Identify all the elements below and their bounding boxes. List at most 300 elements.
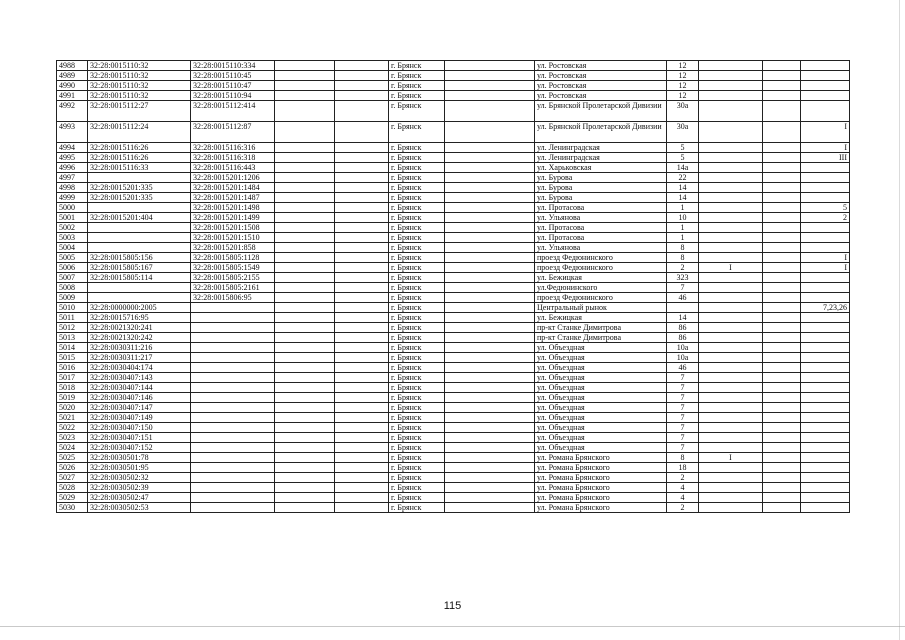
table-row	[57, 263, 850, 273]
table-cell: ул. Бурова	[535, 183, 667, 193]
table-cell: 14	[667, 313, 699, 323]
table-cell	[335, 443, 389, 453]
table-cell: 32:28:0015201:1487	[191, 193, 275, 203]
table-cell: 5	[801, 203, 850, 213]
table-cell	[801, 453, 850, 463]
table-cell: ул.Федюнинского	[535, 283, 667, 293]
table-cell	[445, 373, 535, 383]
table-cell: 7	[667, 283, 699, 293]
table-cell	[275, 453, 335, 463]
table-cell	[445, 383, 535, 393]
table-cell	[275, 343, 335, 353]
table-cell: 30а	[667, 122, 699, 143]
table-cell	[763, 91, 801, 101]
table-cell: г. Брянск	[389, 213, 445, 223]
table-cell	[699, 353, 763, 363]
table-cell	[445, 503, 535, 513]
table-cell	[335, 423, 389, 433]
table-cell	[801, 463, 850, 473]
table-cell	[699, 253, 763, 263]
table-cell: 5	[667, 143, 699, 153]
table-cell: 1	[667, 233, 699, 243]
table-cell: 2	[667, 473, 699, 483]
table-cell: 5005	[57, 253, 88, 263]
table-cell: 5004	[57, 243, 88, 253]
table-cell: ул. Романа Брянского	[535, 503, 667, 513]
table-cell	[699, 163, 763, 173]
table-cell	[699, 483, 763, 493]
table-cell	[699, 91, 763, 101]
table-cell: I	[801, 253, 850, 263]
table-cell: ул. Брянской Пролетарской Дивизии	[535, 101, 667, 122]
table-cell	[763, 333, 801, 343]
table-cell	[335, 503, 389, 513]
table-cell: 5009	[57, 293, 88, 303]
table-cell	[699, 183, 763, 193]
table-cell: ул. Протасова	[535, 203, 667, 213]
table-row	[57, 323, 850, 333]
table-cell	[699, 303, 763, 313]
table-cell	[763, 122, 801, 143]
table-cell	[88, 283, 191, 293]
table-cell: ул. Брянской Пролетарской Дивизии	[535, 122, 667, 143]
table-cell: ул. Ростовская	[535, 91, 667, 101]
table-cell: 7	[667, 393, 699, 403]
table-cell: г. Брянск	[389, 493, 445, 503]
table-cell: 46	[667, 363, 699, 373]
table-cell	[801, 443, 850, 453]
table-cell	[275, 353, 335, 363]
table-cell	[275, 463, 335, 473]
scan-edge-right	[899, 0, 900, 640]
table-cell: г. Брянск	[389, 193, 445, 203]
table-cell	[191, 333, 275, 343]
table-cell: 7,23,26	[801, 303, 850, 313]
page-number: 115	[443, 600, 462, 612]
table-cell	[191, 323, 275, 333]
table-cell: ул. Объездная	[535, 423, 667, 433]
table-cell: 4	[667, 493, 699, 503]
table-cell	[275, 473, 335, 483]
table-cell	[445, 323, 535, 333]
table-cell: 4	[667, 483, 699, 493]
table-cell	[191, 423, 275, 433]
table-cell	[275, 273, 335, 283]
table-cell	[763, 263, 801, 273]
table-cell	[445, 343, 535, 353]
table-cell: 32:28:0015805:2161	[191, 283, 275, 293]
table-cell: г. Брянск	[389, 343, 445, 353]
table-cell: 32:28:0015110:94	[191, 91, 275, 101]
table-cell: 32:28:0030501:95	[88, 463, 191, 473]
table-cell	[335, 163, 389, 173]
table-cell: г. Брянск	[389, 122, 445, 143]
table-cell: 32:28:0021320:242	[88, 333, 191, 343]
table-cell	[801, 473, 850, 483]
table-cell: г. Брянск	[389, 433, 445, 443]
table-cell	[335, 61, 389, 71]
table-cell	[801, 101, 850, 122]
table-cell: 4993	[57, 122, 88, 143]
table-cell	[275, 233, 335, 243]
table-cell: 32:28:0030407:151	[88, 433, 191, 443]
table-cell: ул. Романа Брянского	[535, 453, 667, 463]
table-cell: 32:28:0015201:1510	[191, 233, 275, 243]
table-cell	[335, 333, 389, 343]
table-cell: 32:28:0030407:147	[88, 403, 191, 413]
table-cell: 32:28:0015112:27	[88, 101, 191, 122]
table-cell: г. Брянск	[389, 403, 445, 413]
table-cell: 32:28:0015201:1498	[191, 203, 275, 213]
table-row	[57, 453, 850, 463]
table-row	[57, 403, 850, 413]
table-cell: 32:28:0015805:2155	[191, 273, 275, 283]
table-cell: ул. Объездная	[535, 353, 667, 363]
table-cell	[445, 71, 535, 81]
table-cell: 32:28:0015805:167	[88, 263, 191, 273]
registry-table-body	[57, 61, 850, 513]
table-cell: 12	[667, 91, 699, 101]
table-cell: г. Брянск	[389, 473, 445, 483]
table-cell	[801, 71, 850, 81]
table-cell: 10а	[667, 353, 699, 363]
table-cell	[699, 101, 763, 122]
table-cell	[335, 463, 389, 473]
table-cell: проезд Федюнинского	[535, 263, 667, 273]
table-cell	[801, 343, 850, 353]
table-cell: г. Брянск	[389, 423, 445, 433]
table-cell: 32:28:0015110:47	[191, 81, 275, 91]
table-cell	[801, 393, 850, 403]
table-cell: ул. Ростовская	[535, 81, 667, 91]
table-cell: 12	[667, 81, 699, 91]
table-cell	[275, 91, 335, 101]
table-cell	[335, 383, 389, 393]
table-cell	[699, 153, 763, 163]
table-cell: г. Брянск	[389, 293, 445, 303]
table-cell	[801, 323, 850, 333]
table-cell: 32:28:0015806:95	[191, 293, 275, 303]
table-cell: 32:28:0015110:32	[88, 81, 191, 91]
table-cell	[275, 363, 335, 373]
table-cell: 32:28:0015110:32	[88, 61, 191, 71]
table-cell	[763, 101, 801, 122]
table-row	[57, 353, 850, 363]
table-cell	[763, 433, 801, 443]
table-cell	[801, 353, 850, 363]
table-cell: 5012	[57, 323, 88, 333]
table-cell: проезд Федюнинского	[535, 253, 667, 263]
table-cell	[275, 61, 335, 71]
table-row	[57, 243, 850, 253]
table-cell: 32:28:0015805:114	[88, 273, 191, 283]
table-cell	[275, 283, 335, 293]
table-cell: ул. Ленинградская	[535, 143, 667, 153]
table-cell	[191, 403, 275, 413]
table-cell: 4992	[57, 101, 88, 122]
table-cell: г. Брянск	[389, 463, 445, 473]
table-cell: 7	[667, 423, 699, 433]
table-cell: 32:28:0015805:156	[88, 253, 191, 263]
table-cell: г. Брянск	[389, 243, 445, 253]
table-cell	[763, 233, 801, 243]
table-cell: ул. Романа Брянского	[535, 473, 667, 483]
table-cell	[801, 403, 850, 413]
table-cell	[191, 393, 275, 403]
table-cell: 5019	[57, 393, 88, 403]
table-cell: г. Брянск	[389, 253, 445, 263]
table-cell	[191, 383, 275, 393]
table-cell: 5024	[57, 443, 88, 453]
table-cell: 32:28:0015112:24	[88, 122, 191, 143]
table-cell: ул. Ульянова	[535, 213, 667, 223]
table-cell	[763, 503, 801, 513]
table-cell	[763, 443, 801, 453]
table-cell	[445, 283, 535, 293]
table-cell: 5020	[57, 403, 88, 413]
table-row	[57, 153, 850, 163]
table-cell	[699, 413, 763, 423]
table-cell: 5023	[57, 433, 88, 443]
table-cell: 5015	[57, 353, 88, 363]
table-cell	[445, 101, 535, 122]
table-cell: 5001	[57, 213, 88, 223]
table-cell	[445, 463, 535, 473]
table-cell	[275, 323, 335, 333]
table-cell	[445, 193, 535, 203]
table-cell	[699, 273, 763, 283]
table-cell: 5	[667, 153, 699, 163]
table-cell: 12	[667, 71, 699, 81]
table-row	[57, 373, 850, 383]
table-cell: 5006	[57, 263, 88, 273]
table-cell	[275, 483, 335, 493]
table-cell	[275, 373, 335, 383]
table-cell	[801, 81, 850, 91]
table-cell: ул. Романа Брянского	[535, 493, 667, 503]
table-cell: ул. Объездная	[535, 413, 667, 423]
table-cell	[335, 353, 389, 363]
table-cell	[335, 71, 389, 81]
table-cell: г. Брянск	[389, 393, 445, 403]
table-cell	[699, 313, 763, 323]
table-cell: 12	[667, 61, 699, 71]
table-cell: 4991	[57, 91, 88, 101]
table-cell: ул. Бурова	[535, 173, 667, 183]
table-cell: г. Брянск	[389, 233, 445, 243]
table-cell	[191, 303, 275, 313]
table-cell	[763, 483, 801, 493]
table-cell	[763, 253, 801, 263]
table-cell	[699, 243, 763, 253]
table-cell	[335, 213, 389, 223]
table-cell	[699, 503, 763, 513]
scan-edge-bottom	[0, 626, 905, 627]
table-cell: г. Брянск	[389, 453, 445, 463]
table-cell	[191, 353, 275, 363]
table-cell: 32:28:0015110:45	[191, 71, 275, 81]
table-cell: 32:28:0015116:33	[88, 163, 191, 173]
table-cell	[191, 443, 275, 453]
table-cell	[699, 373, 763, 383]
table-cell: 5028	[57, 483, 88, 493]
table-cell	[801, 503, 850, 513]
table-row	[57, 293, 850, 303]
table-cell	[801, 293, 850, 303]
table-cell	[445, 393, 535, 403]
table-cell: 5000	[57, 203, 88, 213]
table-cell: 7	[667, 373, 699, 383]
table-cell	[699, 233, 763, 243]
table-cell: 32:28:0030407:152	[88, 443, 191, 453]
table-cell: 5030	[57, 503, 88, 513]
table-cell	[801, 273, 850, 283]
table-row	[57, 91, 850, 101]
table-cell	[445, 203, 535, 213]
table-cell	[191, 343, 275, 353]
table-cell	[335, 263, 389, 273]
table-cell	[335, 293, 389, 303]
table-cell: 5014	[57, 343, 88, 353]
table-cell: 32:28:0015110:32	[88, 91, 191, 101]
table-cell	[801, 413, 850, 423]
table-cell	[801, 383, 850, 393]
table-cell	[335, 193, 389, 203]
table-cell	[191, 463, 275, 473]
table-cell	[801, 243, 850, 253]
table-cell	[275, 263, 335, 273]
table-cell: 32:28:0015112:414	[191, 101, 275, 122]
table-cell	[275, 153, 335, 163]
table-cell: 5018	[57, 383, 88, 393]
table-cell	[191, 413, 275, 423]
table-cell: I	[699, 453, 763, 463]
table-cell	[335, 493, 389, 503]
table-cell	[335, 101, 389, 122]
table-row	[57, 233, 850, 243]
table-cell	[699, 363, 763, 373]
table-cell	[699, 343, 763, 353]
table-cell	[699, 173, 763, 183]
table-cell: I	[801, 263, 850, 273]
table-cell: 5002	[57, 223, 88, 233]
table-cell: 4994	[57, 143, 88, 153]
table-cell	[763, 273, 801, 283]
table-cell: 32:28:0015201:404	[88, 213, 191, 223]
table-cell: 32:28:0015201:1206	[191, 173, 275, 183]
table-cell: г. Брянск	[389, 163, 445, 173]
table-cell	[445, 413, 535, 423]
table-cell	[275, 173, 335, 183]
table-cell: 32:28:0015116:26	[88, 153, 191, 163]
table-cell: г. Брянск	[389, 81, 445, 91]
table-cell	[445, 363, 535, 373]
table-cell: 4989	[57, 71, 88, 81]
table-cell	[275, 243, 335, 253]
table-cell: 2	[667, 263, 699, 273]
table-cell: 1	[667, 223, 699, 233]
table-cell	[667, 303, 699, 313]
table-cell	[699, 493, 763, 503]
table-row	[57, 343, 850, 353]
table-row	[57, 101, 850, 122]
table-cell	[275, 203, 335, 213]
table-cell: 32:28:0015116:26	[88, 143, 191, 153]
table-cell: 5007	[57, 273, 88, 283]
table-cell: г. Брянск	[389, 383, 445, 393]
table-cell: ул. Романа Брянского	[535, 463, 667, 473]
table-row	[57, 273, 850, 283]
table-cell: 32:28:0015110:32	[88, 71, 191, 81]
table-cell: 32:28:0030407:149	[88, 413, 191, 423]
table-cell	[763, 61, 801, 71]
table-cell	[275, 81, 335, 91]
table-cell	[275, 303, 335, 313]
table-cell	[445, 263, 535, 273]
table-cell	[699, 403, 763, 413]
table-cell	[801, 233, 850, 243]
table-cell	[445, 253, 535, 263]
table-cell	[335, 303, 389, 313]
table-cell: 32:28:0015116:443	[191, 163, 275, 173]
table-cell: 10	[667, 213, 699, 223]
table-cell: ул. Ростовская	[535, 61, 667, 71]
table-cell	[335, 143, 389, 153]
table-cell: 32:28:0015201:858	[191, 243, 275, 253]
table-cell	[763, 463, 801, 473]
table-cell: 32:28:0030502:47	[88, 493, 191, 503]
table-cell	[335, 343, 389, 353]
table-cell	[763, 173, 801, 183]
table-row	[57, 363, 850, 373]
table-cell: 32:28:0015201:1499	[191, 213, 275, 223]
table-cell	[445, 483, 535, 493]
table-cell	[191, 483, 275, 493]
table-cell: г. Брянск	[389, 273, 445, 283]
table-cell: 32:28:0030502:53	[88, 503, 191, 513]
table-cell: ул. Ростовская	[535, 71, 667, 81]
table-cell: 5025	[57, 453, 88, 463]
table-cell: 7	[667, 433, 699, 443]
table-cell: 32:28:0015201:335	[88, 193, 191, 203]
table-cell	[335, 483, 389, 493]
table-cell: 32:28:0015805:1549	[191, 263, 275, 273]
table-row	[57, 143, 850, 153]
table-cell	[191, 433, 275, 443]
table-cell	[699, 71, 763, 81]
table-cell	[88, 293, 191, 303]
table-cell	[445, 453, 535, 463]
table-cell: 8	[667, 453, 699, 463]
table-cell	[191, 363, 275, 373]
table-cell	[763, 493, 801, 503]
table-cell: 32:28:0015116:316	[191, 143, 275, 153]
table-cell	[335, 81, 389, 91]
table-cell	[445, 273, 535, 283]
table-cell	[88, 173, 191, 183]
table-cell	[763, 213, 801, 223]
table-row	[57, 473, 850, 483]
table-row	[57, 163, 850, 173]
table-cell: 32:28:0015201:335	[88, 183, 191, 193]
table-cell	[445, 163, 535, 173]
table-cell	[699, 283, 763, 293]
table-cell	[275, 333, 335, 343]
table-cell: проезд Федюнинского	[535, 293, 667, 303]
table-cell: 4990	[57, 81, 88, 91]
table-cell	[275, 71, 335, 81]
table-cell	[763, 283, 801, 293]
